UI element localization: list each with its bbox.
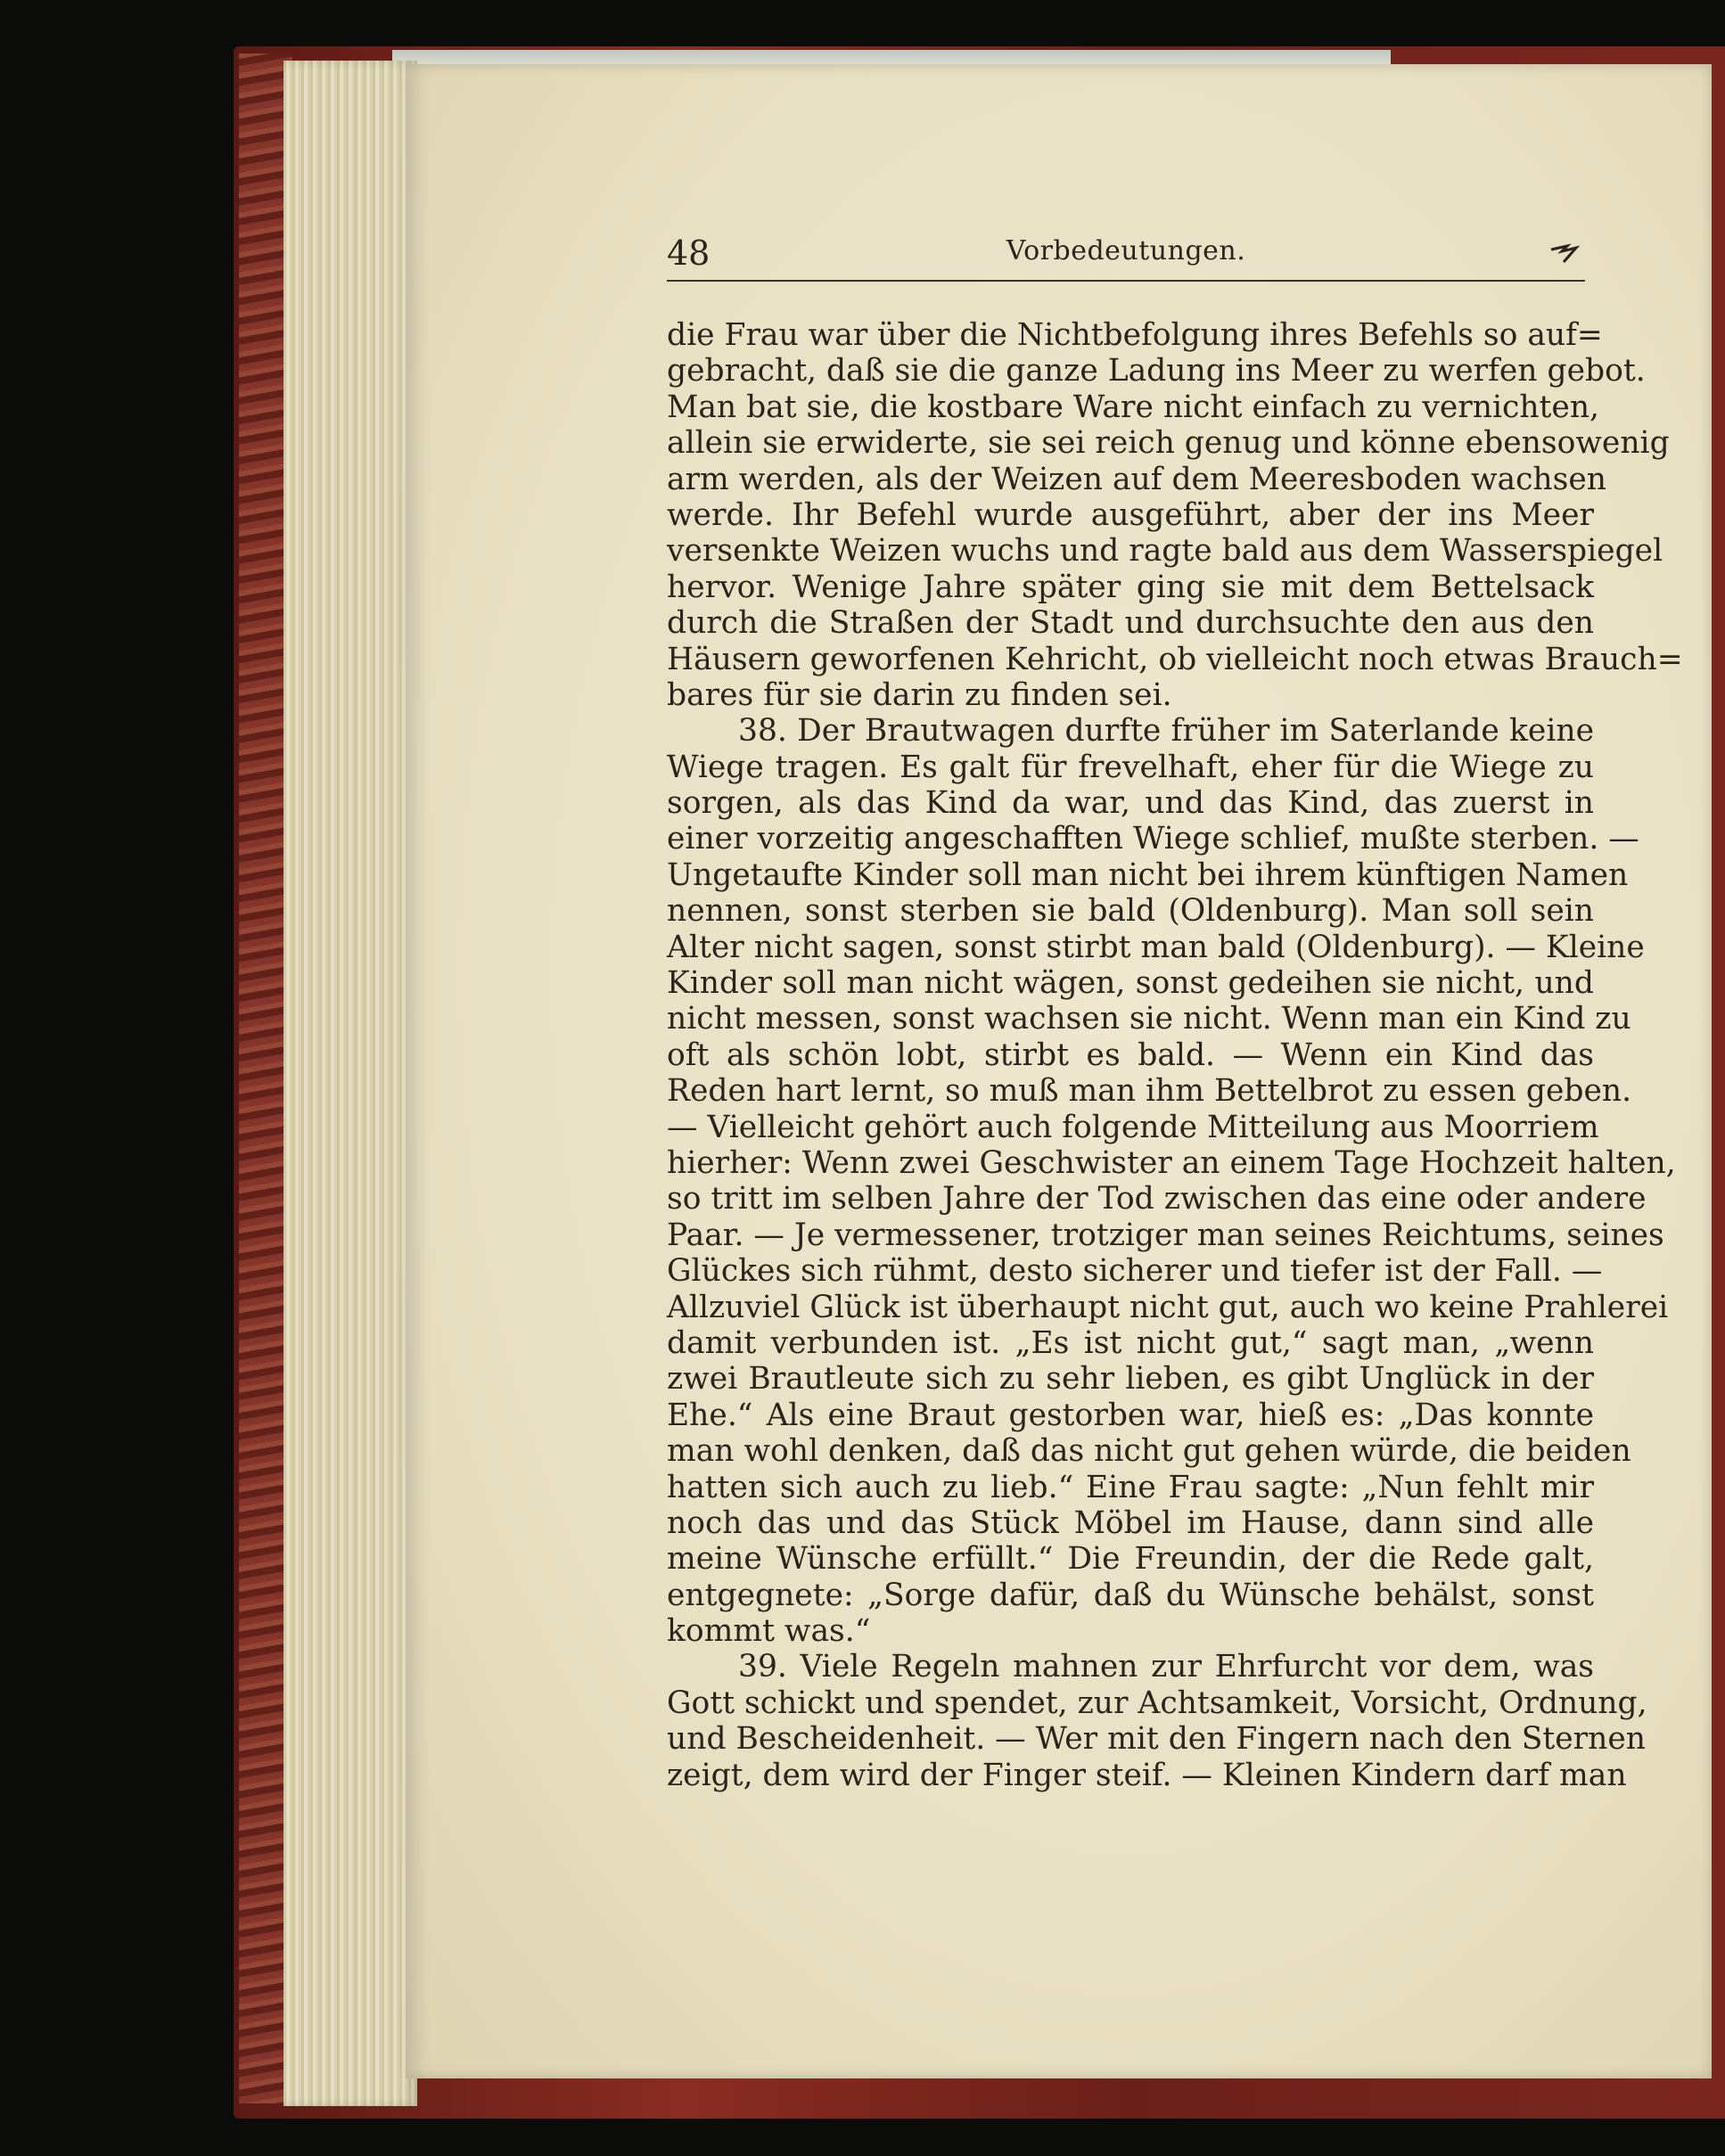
printer-mark-icon <box>1549 239 1580 266</box>
text-line: durch die Straßen der Stadt und durchsuchte den aus den <box>667 605 1594 642</box>
text-line: hierher: Wenn zwei Geschwister an einem Tage Hochzeit halten, <box>667 1144 1676 1181</box>
text-line: gebracht, daß sie die ganze Ladung ins Meer zu werfen gebot. <box>667 353 1646 389</box>
text-line: Paar. — Je vermessener, trotziger man seines Reichtums, seines <box>667 1217 1664 1253</box>
text-line: Gott schickt und spendet, zur Achtsamkeit, Vorsicht, Ordnung, <box>667 1685 1647 1721</box>
body-text <box>667 317 1683 1793</box>
text-line: hatten sich auch zu lieb.“ Eine Frau sagte: „Nun fehlt mir <box>667 1469 1594 1505</box>
text-line: und Bescheidenheit. — Wer mit den Fingern nach den Sternen <box>667 1721 1647 1758</box>
text-line: man wohl denken, daß das nicht gut gehen würde, die beiden <box>667 1433 1631 1470</box>
text-line: versenkte Weizen wuchs und ragte bald aus dem Wasserspiegel <box>667 533 1663 570</box>
text-line: Ungetaufte Kinder soll man nicht bei ihrem künftigen Namen <box>667 857 1629 893</box>
text-line: zeigt, dem wird der Finger steif. — Kleinen Kindern darf man <box>667 1757 1627 1793</box>
text-line: — Vielleicht gehört auch folgende Mitteilung aus Moorriem <box>667 1109 1599 1145</box>
text-line: sorgen, als das Kind da war, und das Kind, das zuerst in <box>667 785 1594 822</box>
text-line: oft als schön lobt, stirbt es bald. — Wenn ein Kind das <box>667 1037 1594 1073</box>
text-line: Reden hart lernt, so muß man ihm Bettelbrot zu essen geben. <box>667 1073 1632 1110</box>
text-line: 39. Viele Regeln mahnen zur Ehrfurcht vor dem, was <box>738 1649 1594 1685</box>
page-header <box>667 230 1585 282</box>
text-line: Man bat sie, die kostbare Ware nicht einfach zu vernichten, <box>667 389 1600 425</box>
page-number: 48 <box>667 234 711 273</box>
text-line: so tritt im selben Jahre der Tod zwischen das eine oder andere <box>667 1181 1647 1217</box>
text-line: Allzuviel Glück ist überhaupt nicht gut, auch wo keine Prahlerei <box>667 1289 1669 1325</box>
text-line: kommt was.“ <box>667 1613 871 1650</box>
text-line: noch das und das Stück Möbel im Hause, dann sind alle <box>667 1504 1594 1541</box>
text-line: entgegnete: „Sorge dafür, daß du Wünsche behälst, sonst <box>667 1577 1594 1613</box>
text-line: Häusern geworfenen Kehricht, ob vielleicht noch etwas Brauch= <box>667 641 1683 677</box>
text-line: meine Wünsche erfüllt.“ Die Freundin, der die Rede galt, <box>667 1541 1594 1578</box>
text-line: Kinder soll man nicht wägen, sonst gedeihen sie nicht, und <box>667 965 1594 1002</box>
text-line: damit verbunden ist. „Es ist nicht gut,“ sagt man, „wenn <box>667 1324 1594 1361</box>
text-line: arm werden, als der Weizen auf dem Meeresboden wachsen <box>667 461 1606 497</box>
text-line: nicht messen, sonst wachsen sie nicht. Wenn man ein Kind zu <box>667 1001 1631 1037</box>
text-line: 38. Der Brautwagen durfte früher im Saterlande keine <box>738 713 1594 750</box>
text-line: bares für sie darin zu finden sei. <box>667 676 1172 713</box>
text-line: einer vorzeitig angeschafften Wiege schlief, mußte sterben. — <box>667 821 1639 857</box>
text-line: hervor. Wenige Jahre später ging sie mit dem Bettelsack <box>667 569 1594 605</box>
text-line: Alter nicht sagen, sonst stirbt man bald (Oldenburg). — Kleine <box>667 929 1645 965</box>
text-line: nennen, sonst sterben sie bald (Oldenburg). Man soll sein <box>667 893 1594 930</box>
text-line: Wiege tragen. Es galt für frevelhaft, eher für die Wiege zu <box>667 749 1594 785</box>
text-line: zwei Brautleute sich zu sehr lieben, es gibt Unglück in der <box>667 1361 1594 1398</box>
running-title: Vorbedeutungen. <box>1006 235 1246 266</box>
text-line: werde. Ihr Befehl wurde ausgeführt, aber der ins Meer <box>667 496 1594 533</box>
text-line: Ehe.“ Als eine Braut gestorben war, hieß es: „Das konnte <box>667 1397 1594 1433</box>
text-line: allein sie erwiderte, sie sei reich genug und könne ebensowenig <box>667 425 1670 462</box>
text-line: Glückes sich rühmt, desto sicherer und tiefer ist der Fall. — <box>667 1253 1603 1290</box>
text-line: die Frau war über die Nichtbefolgung ihres Befehls so auf= <box>667 317 1603 353</box>
page-stack <box>283 61 417 2106</box>
